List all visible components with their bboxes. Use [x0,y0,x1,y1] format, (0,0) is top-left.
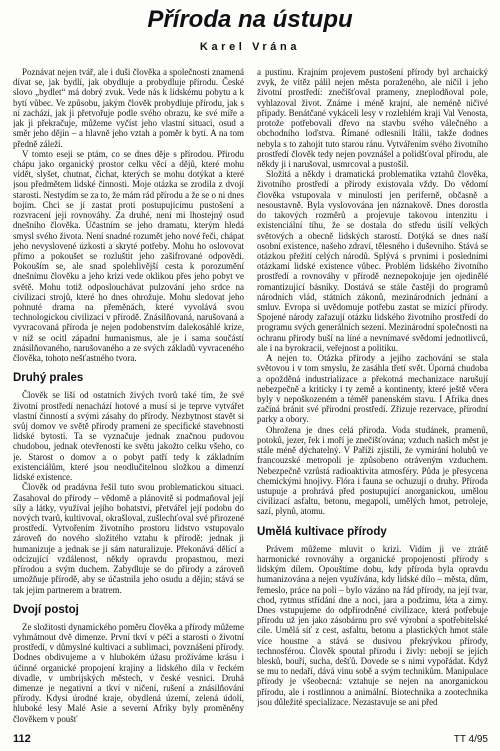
paragraph: Ze složitosti dynamického poměru člověka a přírody můžeme vyhmátnout dvě dimenze. První tkví v péči a starosti o životní prostředí, v důmyslné kultivaci a sublimaci, povznášení přírody. Dodnes obdivujeme a v hlubokém úžasu prožíváme krásu i účinné organické propojení krajiny a lidského díla v řeckém divadle, v umbrijských městech, v české vesnici. Druhá dimenze je negativní a tkví v ničení, rušení a znásilňování přírody. Kdysi úrodné kraje, obydlená území, zelená údolí, hluboké lesy Malé Asie a severní Afriky byly proměněny člověkem v poušť [13,621,244,724]
paragraph: Právem můžeme mluvit o krizi. Vidím ji ve ztrátě harmonické rovnováhy a organické propojenosti přírody s lidským dílem. Opouštíme dobu, kdy příroda byla opravdu humanizována a nejen využívána, kdy lidské dílo – města, dům, řemeslo, práce na poli – bylo vázáno na řád přírody, na její tvar, chod, rytmus střídání dne a noci, jara a podzimu, léta a zimy. Dnes vstupujeme do odpřírodněné civilizace, která potřebuje přírodu už jen jako zásobárnu pro své výrobní a spotřebitelské cíle. Umělá síť z cest, asfaltu, betonu a plastických hmot stále více houstne a stává se dusivou překrývkou přírody, technosférou. Člověk spoutal přírodu i živly: nebojí se jejích blesků, bouří, sucha, dešťů. Dovede se s nimi vypořádat. Když se mu to nedaří, dává vinu sobě a svým technikům. Manipulace přírody je všeobecná: vztahuje se nejen na anorganickou přírodu, ale i rostlinnou a animální. Biotechnika a zootechnika jsou důležité specializace. Nezastavuje se ani před [257,543,488,707]
paragraph: Ohrožena je dnes celá příroda. Voda studánek, pramenů, potoků, jezer, řek i moří je znečišťována; vzduch našich měst je stále méně dýchatelný. V Paříži zjistili, že vymírání holubů ve francouzské metropoli je způsobeno otráveným vzduchem. Nebezpečně vzrůstá radioaktivita atmosféry. Půda je přesycena chemickými hnojivy. Flóra i fauna se ochuzují o druhy. Příroda ustupuje a prohrává před postupující anorganickou, umělou civilizací asfaltu, betonu, megapolí, umělých hmot, petroleje, sazí, plynů, atomu. [257,424,488,517]
section-heading: Druhý prales [13,372,84,385]
left-text-column [13,67,244,724]
section-heading: Umělá kultivace přírody [257,525,387,538]
paragraph: Člověk se liší od ostatních živých tvorů také tím, že své životní prostředí nenachází hotové a musí si je teprve vytvářet vlastní činností a svými zásahy do přírody. Nezbytnost stavět si svůj domov ve světě přírody pramení ze specifické stavebnosti lidské bytosti. Ta se vyznačuje jednak značnou pudovou chudobou, jednak otevřeností ke světu jakožto celku všeho, co je. Starost o domov a o pobyt patří tedy k základním existenciálům, které jsou neodlučitelnou složkou a dimenzí lidské existence. [13,390,244,483]
article-title: Příroda na ústupu [147,6,353,33]
page-number: 112 [13,733,31,745]
paragraph-continuation: a pustinu. Krajním projevem pustošení přírody byl archaický zvyk, že vítěz pálil nejen města poraženého, ale ničil i jeho životní prostředí: znečišťoval prameny, zneplodňoval pole, vyhlazoval život. Známe i méně krajní, ale neméně ničivé případy. Benátčané vykáceli lesy v rozlehlém kraji Val Venosta, protože potřebovali dřevo na stavbu svého válečného a obchodního loďstva. Římané odlesnili Itálii, takže dodnes nebyla s to zahojit tuto starou ránu. Vytvářením svého životního prostředí člověk tedy nejen povznášel a polidšťoval přírodu, ale někdy ji i narušoval, usmrcoval a pustošil. [257,67,488,169]
issue-label: TT 4/95 [453,734,488,745]
section-heading: Dvojí postoj [13,603,79,616]
paragraph: Člověk od pradávna řešil tuto svou problematickou situaci. Zasahoval do přírody – vědomě a plánovitě si podmaňoval její síly a látky, využíval jejího bohatství, přetvářel její podobu do nových tvarů, kultivoval, okrašloval, zušlechťoval své přirozené prostředí. Vytvořením životního prostoru lidstvo vstupovalo zároveň do nového složitého vztahu k přírodě: jednak ji humanizuje a jednak se jí sám naturalizuje. Překonává dělící a odcizující vzdálenost, někdy opravdu propastnou, mezi přírodou a svým duchem. Zabydluje se do přírody a zároveň umožňuje přírodě, aby se účastnila jeho osudu a dějin; stává se tak jejím partnerem a bratrem. [13,482,244,595]
paragraph: Poznávat nejen tvář, ale i duši člověka a společnosti znamená dívat se, jak bydlí, jak obydluje a probydluje přírodu. České slovo „bydlet“ má dobrý zvuk. Vede nás k lidskému pobytu a k bytí vůbec. Ve způsobu, jakým člověk probydluje přírodu, jak s ní zachází, jak ji přetvořuje podle svého obrazu, ke své míře a jak ji překračuje, můžeme vyčíst jeho vlastní situaci, osud a směr jeho dějin – a hlavně jeho vztah a poměr k bytí. A na tom předně záleží. [13,67,244,149]
paragraph: A nejen to. Otázka přírody a jejího zachování se stala světovou i v tom smyslu, že zasáhla třetí svět. Úporná chudoba a opožděná industrializace a překotná mechanizace narušují nebezpečně a kriticky i ty země a kontinenty, které ještě včera byly v nepoškozeném a téměř panenském stavu. I Afrika dnes začíná bránit své přírodní prostředí. Zřizuje rezervace, přírodní parky a obory. [257,353,488,425]
author-name: Karel Vrána [199,41,301,53]
paragraph: V tomto eseji se ptám, co se dnes děje s přírodou. Přírodu chápu jako organický prostor celku věcí a dějů, které mohu vidět, slyšet, chutnat, čichat, kterých se mohu dotýkat a které jsou předmětem lidské činnosti. Moje otázka se zrodila z dvojí starosti. Nestydím se za to, že mám rád přírodu a že se o ni dnes bojím. Chci se jí zastat proti postupujícímu pustošení a rozvracení její rovnováhy. Za druhé, není mi lhostejný osud dnešního člověka. Účastním se jeho dramatu, kterým hledá smysl svého života. Není snadné rozumět jeho nové řeči, chápat jeho nevyslovené úzkosti a skryté potřeby. Mohu ho oslovovat přímo a pokoušet se rozluštit jeho zašifrované odpovědi. Pokouším se, ale snad spolehlivější cesta k porozumění dnešnímu člověku a jeho krizi vede oklikou přes jeho pobyt ve světě. Mohu totiž odposlouchávat pulzování jeho srdce na civilizaci strojů, které ho dnes ohrožuje. Mohu sledovat jeho pohnuté drama na přeměnách, které vyvolává svou technologickou civilizací v přírodě. Znásilňovaná, narušovaná a vyvracovaná příroda je nejen podobenstvím dalekosáhlé krize, v níž se ocitl západní humanismus, ale je i sama součástí znásilňovaného, narušovaného a ze svých základů vyvraceného člověka, tohoto nešťastného tvora. [13,148,244,364]
paragraph: Složitá a někdy i dramatická problematika vztahů člověka, životního prostředí a přírody existovala vždy. Do vědomí člověka vstupovala v minulosti jen periferně, občasně a nesoustavně. Byla vyslovována jen náznakově. Dnes dorostla do takových rozměrů a projevuje takovou intenzitu i existenciální tíhu, že se dostala do středu úsilí velkých světových a obecně lidských starostí. Dotýká se dnes naší osobní existence, našeho zdraví, tělesného i duševního. Stává se otázkou přežití celých národů. Splývá s prvními i posledními otázkami lidské existence vůbec. Problém lidského životního prostředí a rovnováhy v přírodě neznepokojuje jen ojedinělé romantizující básníky. Dostává se stále častěji do programů národních vlád, státních zákonů, mezinárodních jednání a smluv. Evropa si uvědomuje potřebu zastat se mizící přírody. Spojené národy zařazují otázku lidského životního prostředí do programu svých generálních sezení. Mezinárodní společnosti na ochranu přírody buší na líné a nevnímavé svědomí jednotlivců, ale i na byrokracii, veřejnost a politiku. [257,169,488,353]
right-text-column [257,67,488,724]
